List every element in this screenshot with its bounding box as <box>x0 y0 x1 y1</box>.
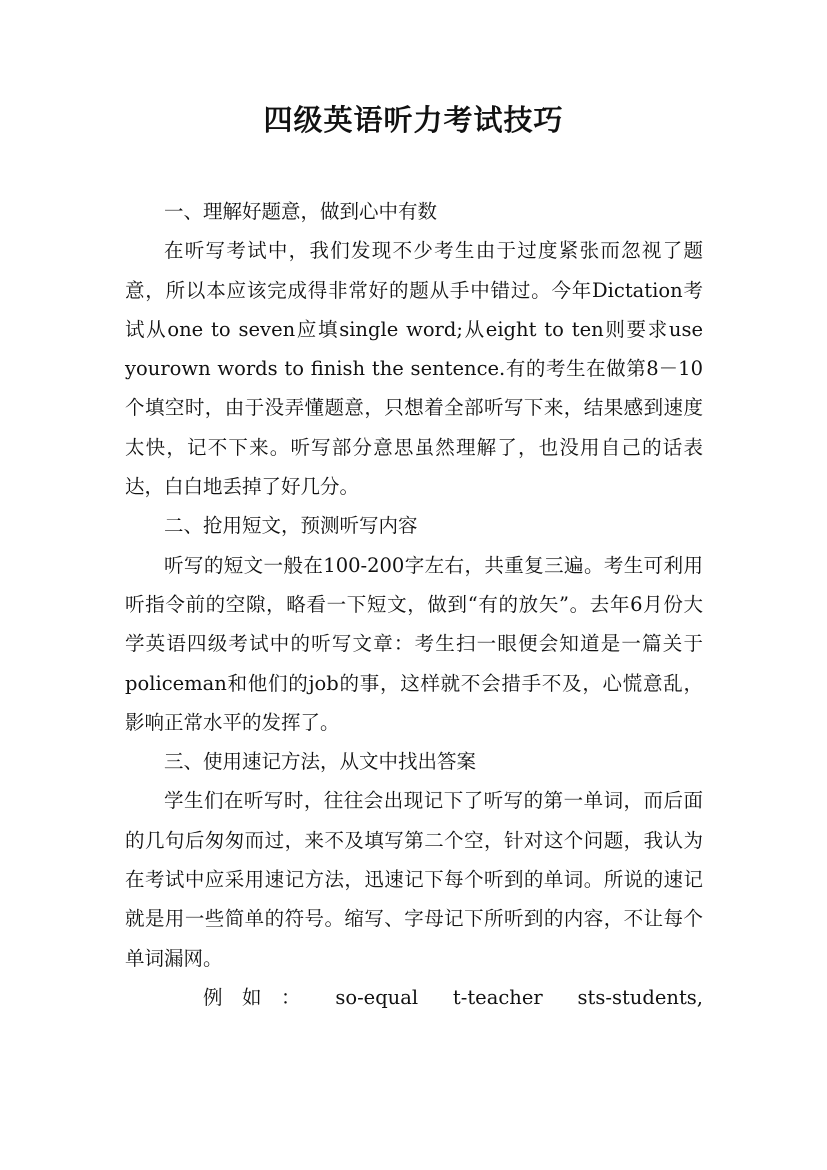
example-line <box>125 978 703 1017</box>
section-paragraph-3: 学生们在听写时，往往会出现记下了听写的第一单词，而后面的几句后匆匆而过，来不及填写第二个空，针对这个问题，我认为在考试中应采用速记方法，迅速记下每个听到的单词。所说的速记就是用一些简单的符号。缩写、字母记下所听到的内容，不让每个单词漏网。 <box>125 789 703 970</box>
section-paragraph-1: 在听写考试中，我们发现不少考生由于过度紧张而忽视了题意，所以本应该完成得非常好的题从手中错过。今年Dictation考试从one to seven应填single word;从eight to ten则要求use yourown words to finish the sentence.有的考生在做第8－10个填空时，由于没弄懂题意，只想着全部听写下来，结果感到速度太快，记不下来。听写部分意思虽然理解了，也没用自己的话表达，白白地丢掉了好几分。 <box>125 239 703 499</box>
document-title: 四级英语听力考试技巧 <box>263 103 564 137</box>
example-item-3: sts-students, <box>577 985 703 1009</box>
section-heading-3: 三、使用速记方法，从文中找出答案 <box>164 750 477 774</box>
document-body <box>125 192 703 1017</box>
example-item-1: so-equal <box>335 985 419 1009</box>
example-item-2: t-teacher <box>452 985 543 1009</box>
section-heading-1: 一、理解好题意，做到心中有数 <box>164 200 438 223</box>
example-label: 例 如 ： <box>203 985 301 1009</box>
section-paragraph-2: 听写的短文一般在100-200字左右，共重复三遍。考生可利用听指令前的空隙，略看一下短文，做到“有的放矢”。去年6月份大学英语四级考试中的听写文章：考生扫一眼便会知道是一篇关于policeman和他们的job的事，这样就不会措手不及，心慌意乱，影响正常水平的发挥了。 <box>125 553 703 734</box>
section-heading-2: 二、抢用短文，预测听写内容 <box>164 514 418 538</box>
